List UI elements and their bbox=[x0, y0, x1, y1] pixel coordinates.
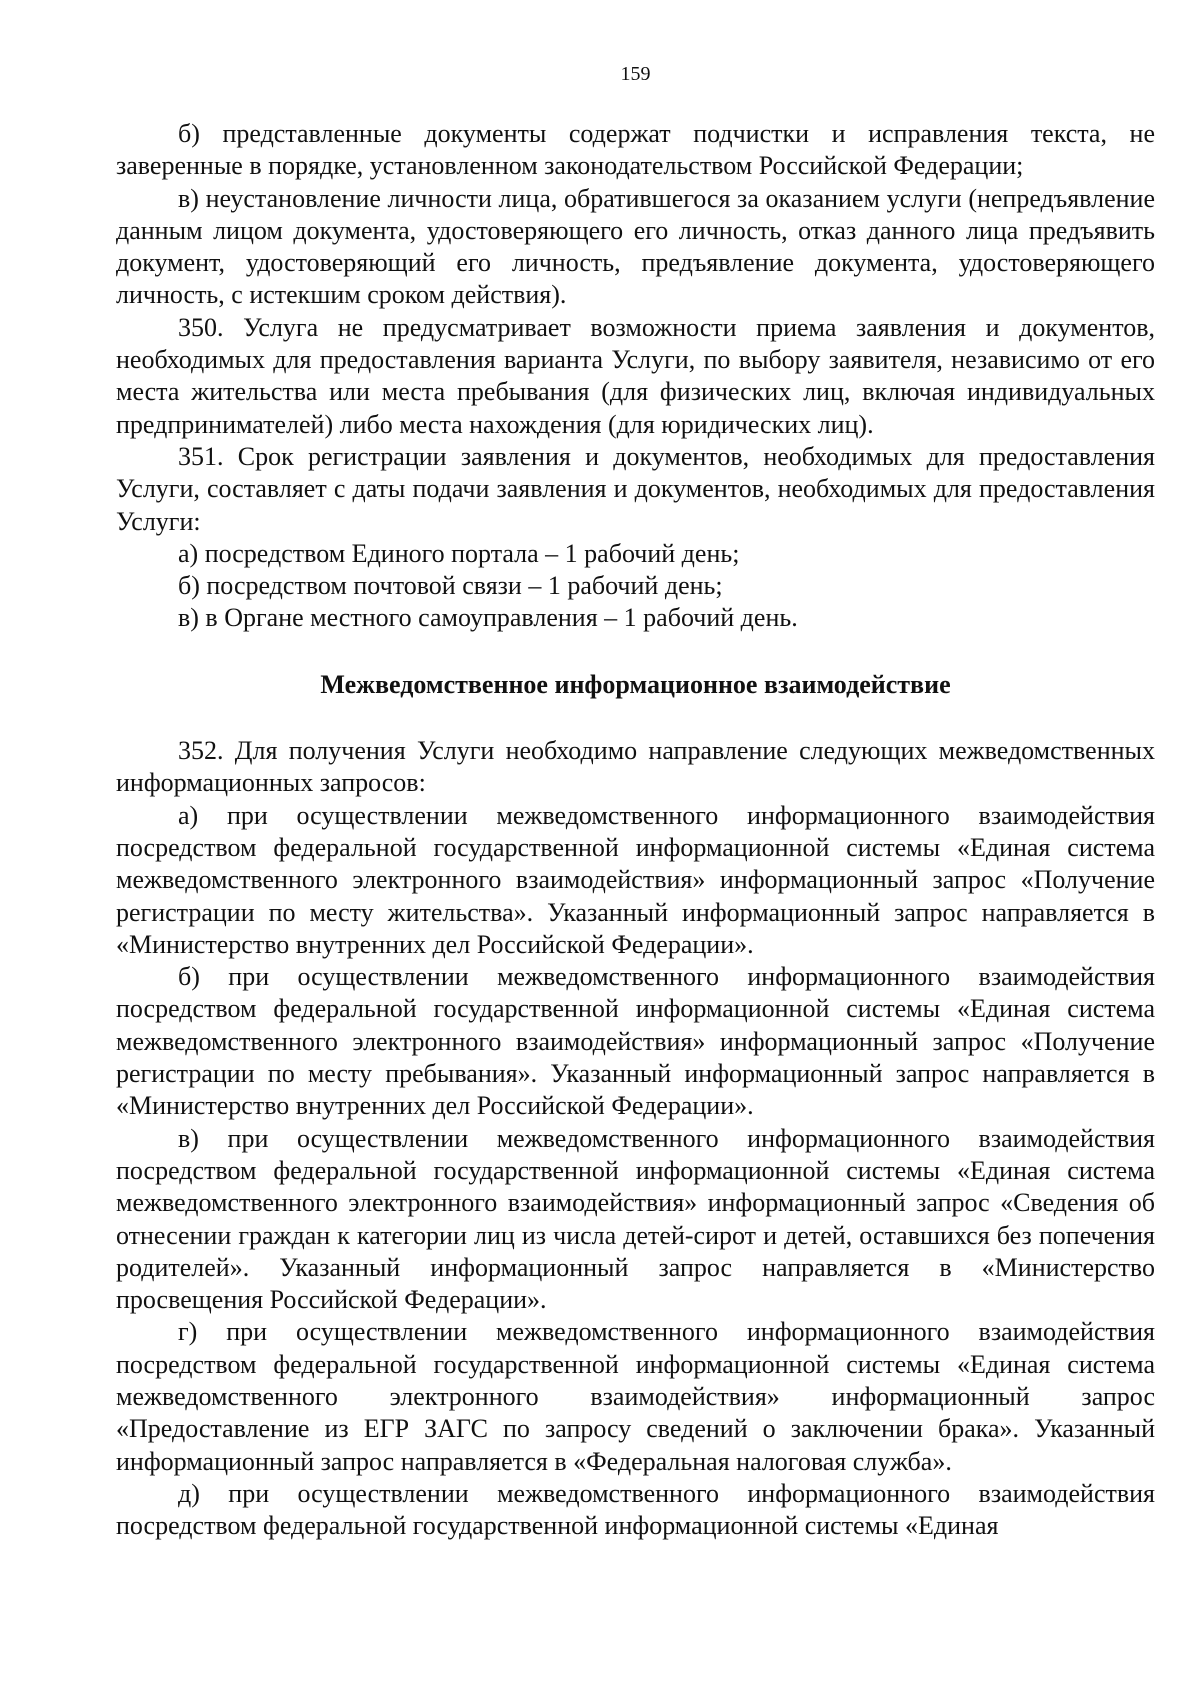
paragraph-351-v: в) в Органе местного самоуправления – 1 рабочий день. bbox=[178, 603, 798, 633]
paragraph-352-b: б) при осуществлении межведомственного информационного взаимодействия посредством федеральной государственной информационной системы «Единая система межведомственного электронного взаимодействия» информационный запрос «Получение регистрации по месту пребывания». Указанный информационный запрос направляется в «Министерство внутренних дел Российской Федерации». bbox=[116, 962, 1155, 1121]
paragraph-v-identity: в) неустановление личности лица, обратившегося за оказанием услуги (непредъявление данным лицом документа, удостоверяющего его личность, отказ данного лица предъявить документ, удостоверяющий его личность, предъявление документа, удостоверяющего личность, с истекшим сроком действия). bbox=[116, 183, 1155, 310]
paragraph-352-a: а) при осуществлении межведомственного информационного взаимодействия посредством федеральной государственной информационной системы «Единая система межведомственного электронного взаимодействия» информационный запрос «Получение регистрации по месту жительства». Указанный информационный запрос направляется в «Министерство внутренних дел Российской Федерации». bbox=[116, 800, 1155, 959]
paragraph-351-a: а) посредством Единого портала – 1 рабочий день; bbox=[178, 538, 740, 568]
paragraph-352-v: в) при осуществлении межведомственного информационного взаимодействия посредством федеральной государственной информационной системы «Единая система межведомственного электронного взаимодействия» информационный запрос «Сведения об отнесении граждан к категории лиц из числа детей-сирот и детей, оставшихся без попечения родителей». Указанный информационный запрос направляется в «Министерство просвещения Российской Федерации». bbox=[116, 1123, 1155, 1315]
paragraph-350: 350. Услуга не предусматривает возможности приема заявления и документов, необходимых для предоставления варианта Услуги, по выбору заявителя, независимо от его места жительства или места пребывания (для физических лиц, включая индивидуальных предпринимателей) либо места нахождения (для юридических лиц). bbox=[116, 312, 1155, 439]
paragraph-b-documents: б) представленные документы содержат подчистки и исправления текста, не заверенные в порядке, установленном законодательством Российской Федерации; bbox=[116, 119, 1155, 181]
paragraph-352: 352. Для получения Услуги необходимо направление следующих межведомственных информационных запросов: bbox=[116, 736, 1155, 798]
page-number: 159 bbox=[620, 63, 651, 85]
paragraph-351: 351. Срок регистрации заявления и документов, необходимых для предоставления Услуги, составляет с даты подачи заявления и документов, необходимых для предоставления Услуги: bbox=[116, 441, 1155, 536]
paragraph-352-g: г) при осуществлении межведомственного информационного взаимодействия посредством федеральной государственной информационной системы «Единая система межведомственного электронного взаимодействия» информационный запрос «Предоставление из ЕГР ЗАГС по запросу сведений о заключении брака». Указанный информационный запрос направляется в «Федеральная налоговая служба». bbox=[116, 1317, 1155, 1476]
paragraph-351-b: б) посредством почтовой связи – 1 рабочий день; bbox=[178, 571, 723, 601]
paragraph-352-d: д) при осуществлении межведомственного информационного взаимодействия посредством федеральной государственной информационной системы «Единая bbox=[116, 1478, 1155, 1541]
document-page bbox=[116, 62, 1155, 1542]
section-heading: Межведомственное информационное взаимодействие bbox=[320, 669, 951, 699]
